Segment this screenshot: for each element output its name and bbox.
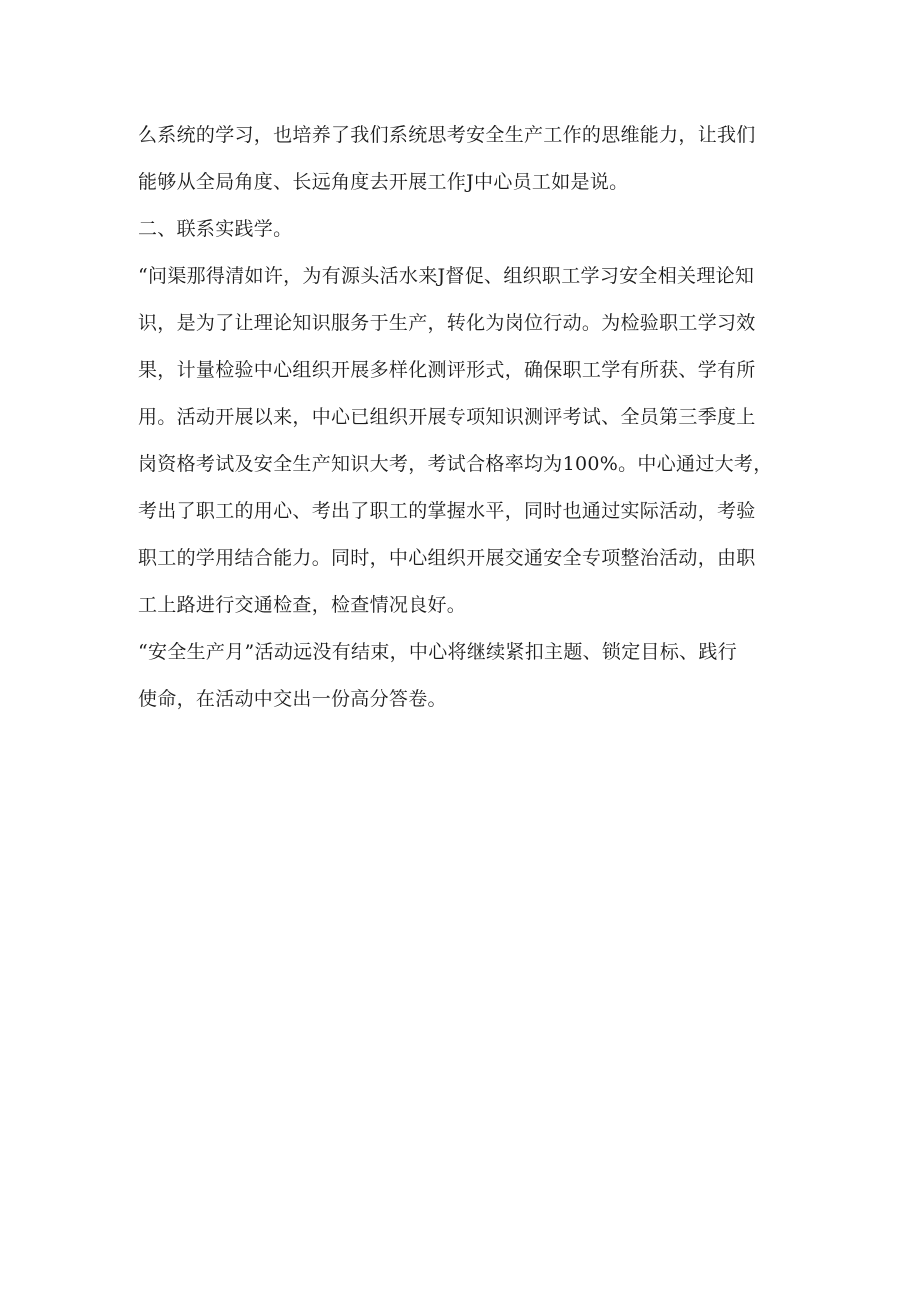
text-line: 考出了职工的用心、考出了职工的掌握水平，同时也通过实际活动，考验 [138, 500, 756, 522]
text-line: 识，是为了让理论知识服务于生产，转化为岗位行动。为检验职工学习效 [138, 312, 756, 334]
text-line: “安全生产月”活动远没有结束，中心将继续紧扣主题、锁定目标、践行 [138, 641, 738, 663]
text-line: 工上路进行交通检查，检查情况良好。 [138, 594, 467, 616]
document-body [138, 112, 798, 723]
text-line: 么系统的学习，也培养了我们系统思考安全生产工作的思维能力，让我们 [138, 124, 756, 146]
section-heading: 二、联系实践学。 [138, 218, 293, 240]
text-line: 使命，在活动中交出一份高分答卷。 [138, 688, 447, 710]
text-line: 能够从全局角度、长远角度去开展工作J中心员工如是说。 [138, 171, 629, 193]
text-line: 岗资格考试及安全生产知识大考，考试合格率均为100%。中心通过大考， [138, 453, 773, 475]
text-line: 职工的学用结合能力。同时，中心组织开展交通安全专项整治活动，由职 [138, 547, 756, 569]
text-line: 用。活动开展以来，中心已组织开展专项知识测评考试、全员第三季度上 [138, 406, 756, 428]
text-line: 果，计量检验中心组织开展多样化测评形式，确保职工学有所获、学有所 [138, 359, 756, 381]
text-line: “问渠那得清如许，为有源头活水来J督促、组织职工学习安全相关理论知 [138, 265, 755, 287]
